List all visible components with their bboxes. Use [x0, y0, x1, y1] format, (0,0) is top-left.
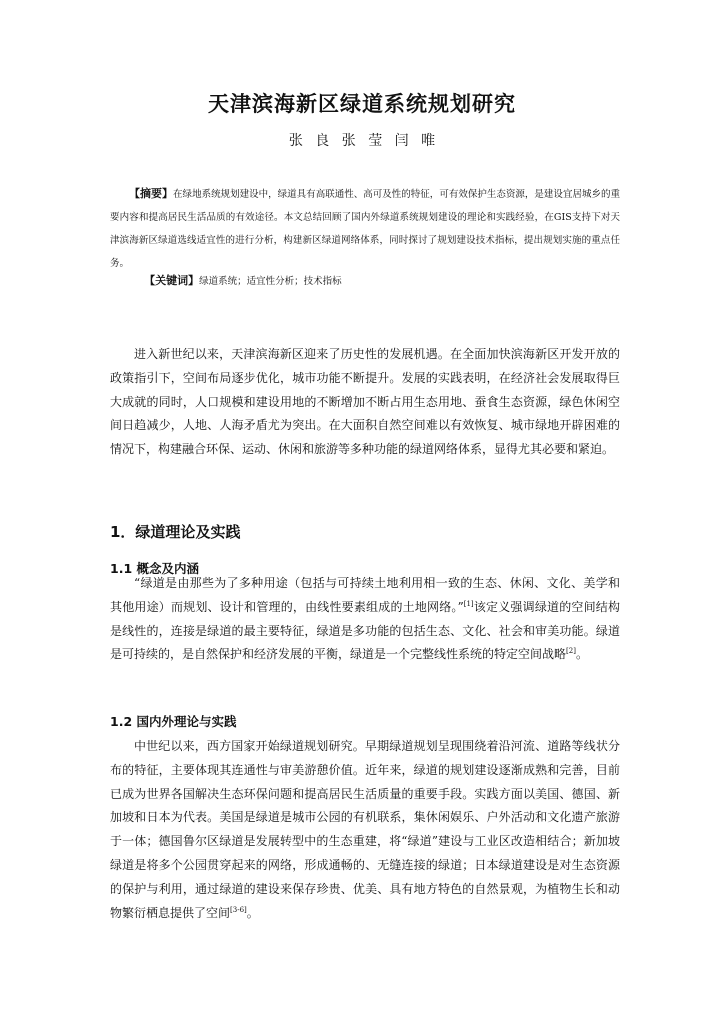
quote-text: “绿道是由那些为了多种用途（包括与可持续土地利用相一致的生态、休闲、文化、美学和其他用途）而规划、设计和管理的，由线性要素组成的土地网络。”: [110, 576, 620, 614]
section-1-2-body: [110, 735, 620, 925]
section-heading-1-1: 1.1 概念及内涵: [110, 561, 199, 576]
abstract-label: 【摘要】: [129, 187, 174, 200]
section-heading-1: 1．绿道理论及实践: [110, 523, 241, 541]
period: 。: [246, 905, 259, 920]
citation-ref: [2]: [566, 647, 576, 656]
section-1-1-paragraph: [110, 572, 620, 667]
period: 。: [575, 647, 588, 662]
citation-ref: [3-6]: [230, 905, 247, 914]
intro-paragraph: 进入新世纪以来，天津滨海新区迎来了历史性的发展机遇。在全面加快滨海新区开发开放的政策指引下，空间布局逐步优化，城市功能不断提升。发展的实践表明，在经济社会发展取得巨大成就的同时，人口规模和建设用地的不断增加不断占用生态用地、蚕食生态资源，绿色休闲空间日趋减少，人地、人海矛盾尤为突出。在大面积自然空间难以有效恢复、城市绿地开辟困难的情况下，构建融合环保、运动、休闲和旅游等多种功能的绿道网络体系，显得尤其必要和紧迫。: [110, 347, 620, 457]
keywords-label: 【关键词】: [144, 274, 200, 287]
abstract-text: 在绿地系统规划建设中，绿道具有高联通性、高可及性的特征，可有效保护生态资源，是建设宜居城乡的重要内容和提高居民生活品质的有效途径。本文总结回顾了国内外绿道系统规划建设的理论和实践经验，在GIS支持下对天津滨海新区绿道选线适宜性的进行分析，构建新区绿道网络体系，同时探讨了规划建设技术指标，提出规划实施的重点任务。: [110, 189, 620, 269]
citation-ref: [1]: [463, 599, 474, 608]
authors: 张 良 张 莹 闫 唯: [288, 133, 436, 149]
keywords-text: 绿道系统；适宜性分析；技术指标: [199, 276, 342, 287]
definition-text: 该定义强调绿道的空间结构是线性的，连接是绿道的最主要特征，绿道是多功能的包括生态、文化、社会和审美功能。绿道是可持续的，是自然保护和经济发展的平衡，绿道是一个完整线性系统的特定空间战略: [110, 599, 620, 662]
paper-title: 天津滨海新区绿道系统规划研究: [208, 91, 516, 116]
keywords: [132, 272, 622, 291]
section-heading-1-2: 1.2 国内外理论与实践: [110, 714, 237, 729]
practice-text: 中世纪以来，西方国家开始绿道规划研究。早期绿道规划呈现围绕着沿河流、道路等线状分布的特征，主要体现其连通性与审美游憩价值。近年来，绿道的规划建设逐渐成熟和完善，目前已成为世界各国解决生态环保问题和提高居民生活质量的重要手段。实践方面以美国、德国、新加坡和日本为代表。美国是绿道是城市公园的有机联系，集休闲娱乐、户外活动和文化遗产旅游于一体；德国鲁尔区绿道是发展转型中的生态重建，将“绿道”建设与工业区改造相结合；新加坡绿道是将多个公园贯穿起来的网络，形成通畅的、无缝连接的绿道；日本绿道建设是对生态资源的保护与利用，通过绿道的建设来保存珍贵、优美、具有地方特色的自然景观，为植物生长和动物繁衍栖息提供了空间: [110, 739, 620, 920]
intro-section: [110, 343, 620, 462]
section-1-1-body: [110, 572, 620, 667]
abstract: [110, 182, 620, 275]
section-1-2-paragraph: [110, 735, 620, 925]
